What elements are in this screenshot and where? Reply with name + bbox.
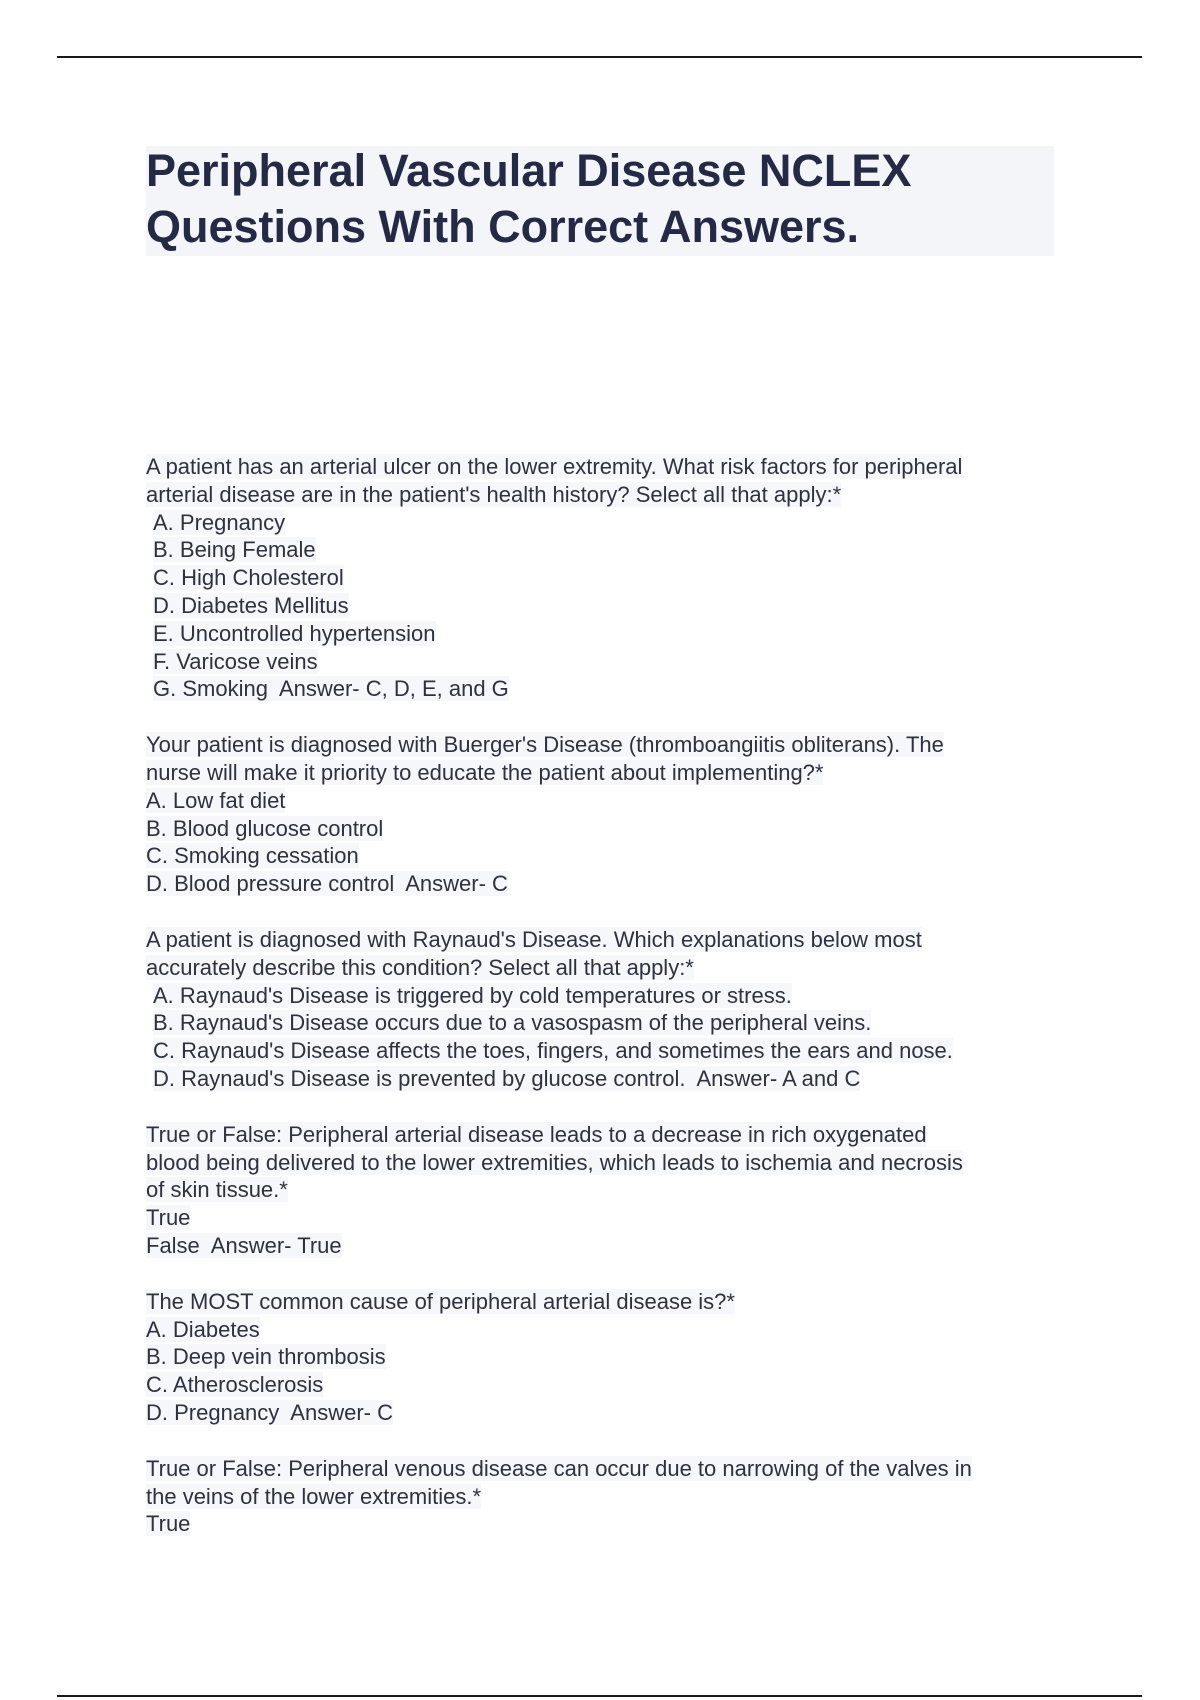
answer-option: False Answer- True xyxy=(146,1232,342,1258)
answer-option: D. Pregnancy Answer- C xyxy=(146,1399,393,1425)
question-text-line: Your patient is diagnosed with Buerger's Disease (thromboangiitis obliterans). The xyxy=(146,732,944,758)
question-text-line: nurse will make it priority to educate the patient about implementing?* xyxy=(146,759,824,785)
answer-option: C. Smoking cessation xyxy=(146,843,359,869)
question-3 xyxy=(146,926,1056,1093)
answer-option: C. Atherosclerosis xyxy=(146,1372,324,1398)
question-text-line: the veins of the lower extremities.* xyxy=(146,1483,482,1509)
answer-option: D. Blood pressure control Answer- C xyxy=(146,871,508,897)
answer-option: B. Deep vein thrombosis xyxy=(146,1344,386,1370)
answer-option: A. Pregnancy xyxy=(153,509,286,535)
question-2 xyxy=(146,731,1056,898)
answer-option: B. Raynaud's Disease occurs due to a vasospasm of the peripheral veins. xyxy=(153,1010,872,1036)
top-rule xyxy=(57,56,1142,58)
answer-option: True xyxy=(146,1205,191,1231)
question-1 xyxy=(146,453,1056,703)
answer-option: D. Diabetes Mellitus xyxy=(153,592,349,618)
question-list xyxy=(146,453,1056,1566)
answer-option: A. Diabetes xyxy=(146,1316,260,1342)
question-text-line: A patient is diagnosed with Raynaud's Disease. Which explanations below most xyxy=(146,926,922,952)
question-text-line: A patient has an arterial ulcer on the lower extremity. What risk factors for peripheral xyxy=(146,454,963,479)
question-text-line: accurately describe this condition? Select all that apply:* xyxy=(146,954,694,980)
question-text-line: True or False: Peripheral venous disease can occur due to narrowing of the valves in xyxy=(146,1455,972,1481)
bottom-rule xyxy=(57,1695,1142,1697)
answer-option: E. Uncontrolled hypertension xyxy=(153,620,436,646)
page-title: Peripheral Vascular Disease NCLEX Questions With Correct Answers. xyxy=(146,145,912,252)
question-6 xyxy=(146,1455,1056,1538)
question-text-line: of skin tissue.* xyxy=(146,1177,288,1203)
question-text-line: The MOST common cause of peripheral arterial disease is?* xyxy=(146,1288,735,1314)
answer-option: F. Varicose veins xyxy=(153,648,318,674)
answer-option: G. Smoking Answer- C, D, E, and G xyxy=(153,676,509,702)
answer-option: C. High Cholesterol xyxy=(153,565,344,591)
answer-option: D. Raynaud's Disease is prevented by glucose control. Answer- A and C xyxy=(153,1065,861,1091)
question-text-line: arterial disease are in the patient's health history? Select all that apply:* xyxy=(146,481,842,507)
answer-option: B. Being Female xyxy=(153,537,316,563)
question-text-line: blood being delivered to the lower extremities, which leads to ischemia and necrosis xyxy=(146,1149,963,1175)
question-5 xyxy=(146,1288,1056,1427)
answer-option: C. Raynaud's Disease affects the toes, fingers, and sometimes the ears and nose. xyxy=(153,1038,953,1064)
question-4 xyxy=(146,1121,1056,1260)
answer-option: True xyxy=(146,1511,191,1537)
answer-option: B. Blood glucose control xyxy=(146,815,384,841)
answer-option: A. Raynaud's Disease is triggered by cold temperatures or stress. xyxy=(153,982,792,1008)
question-text-line: True or False: Peripheral arterial disease leads to a decrease in rich oxygenated xyxy=(146,1121,927,1147)
answer-option: A. Low fat diet xyxy=(146,787,286,813)
